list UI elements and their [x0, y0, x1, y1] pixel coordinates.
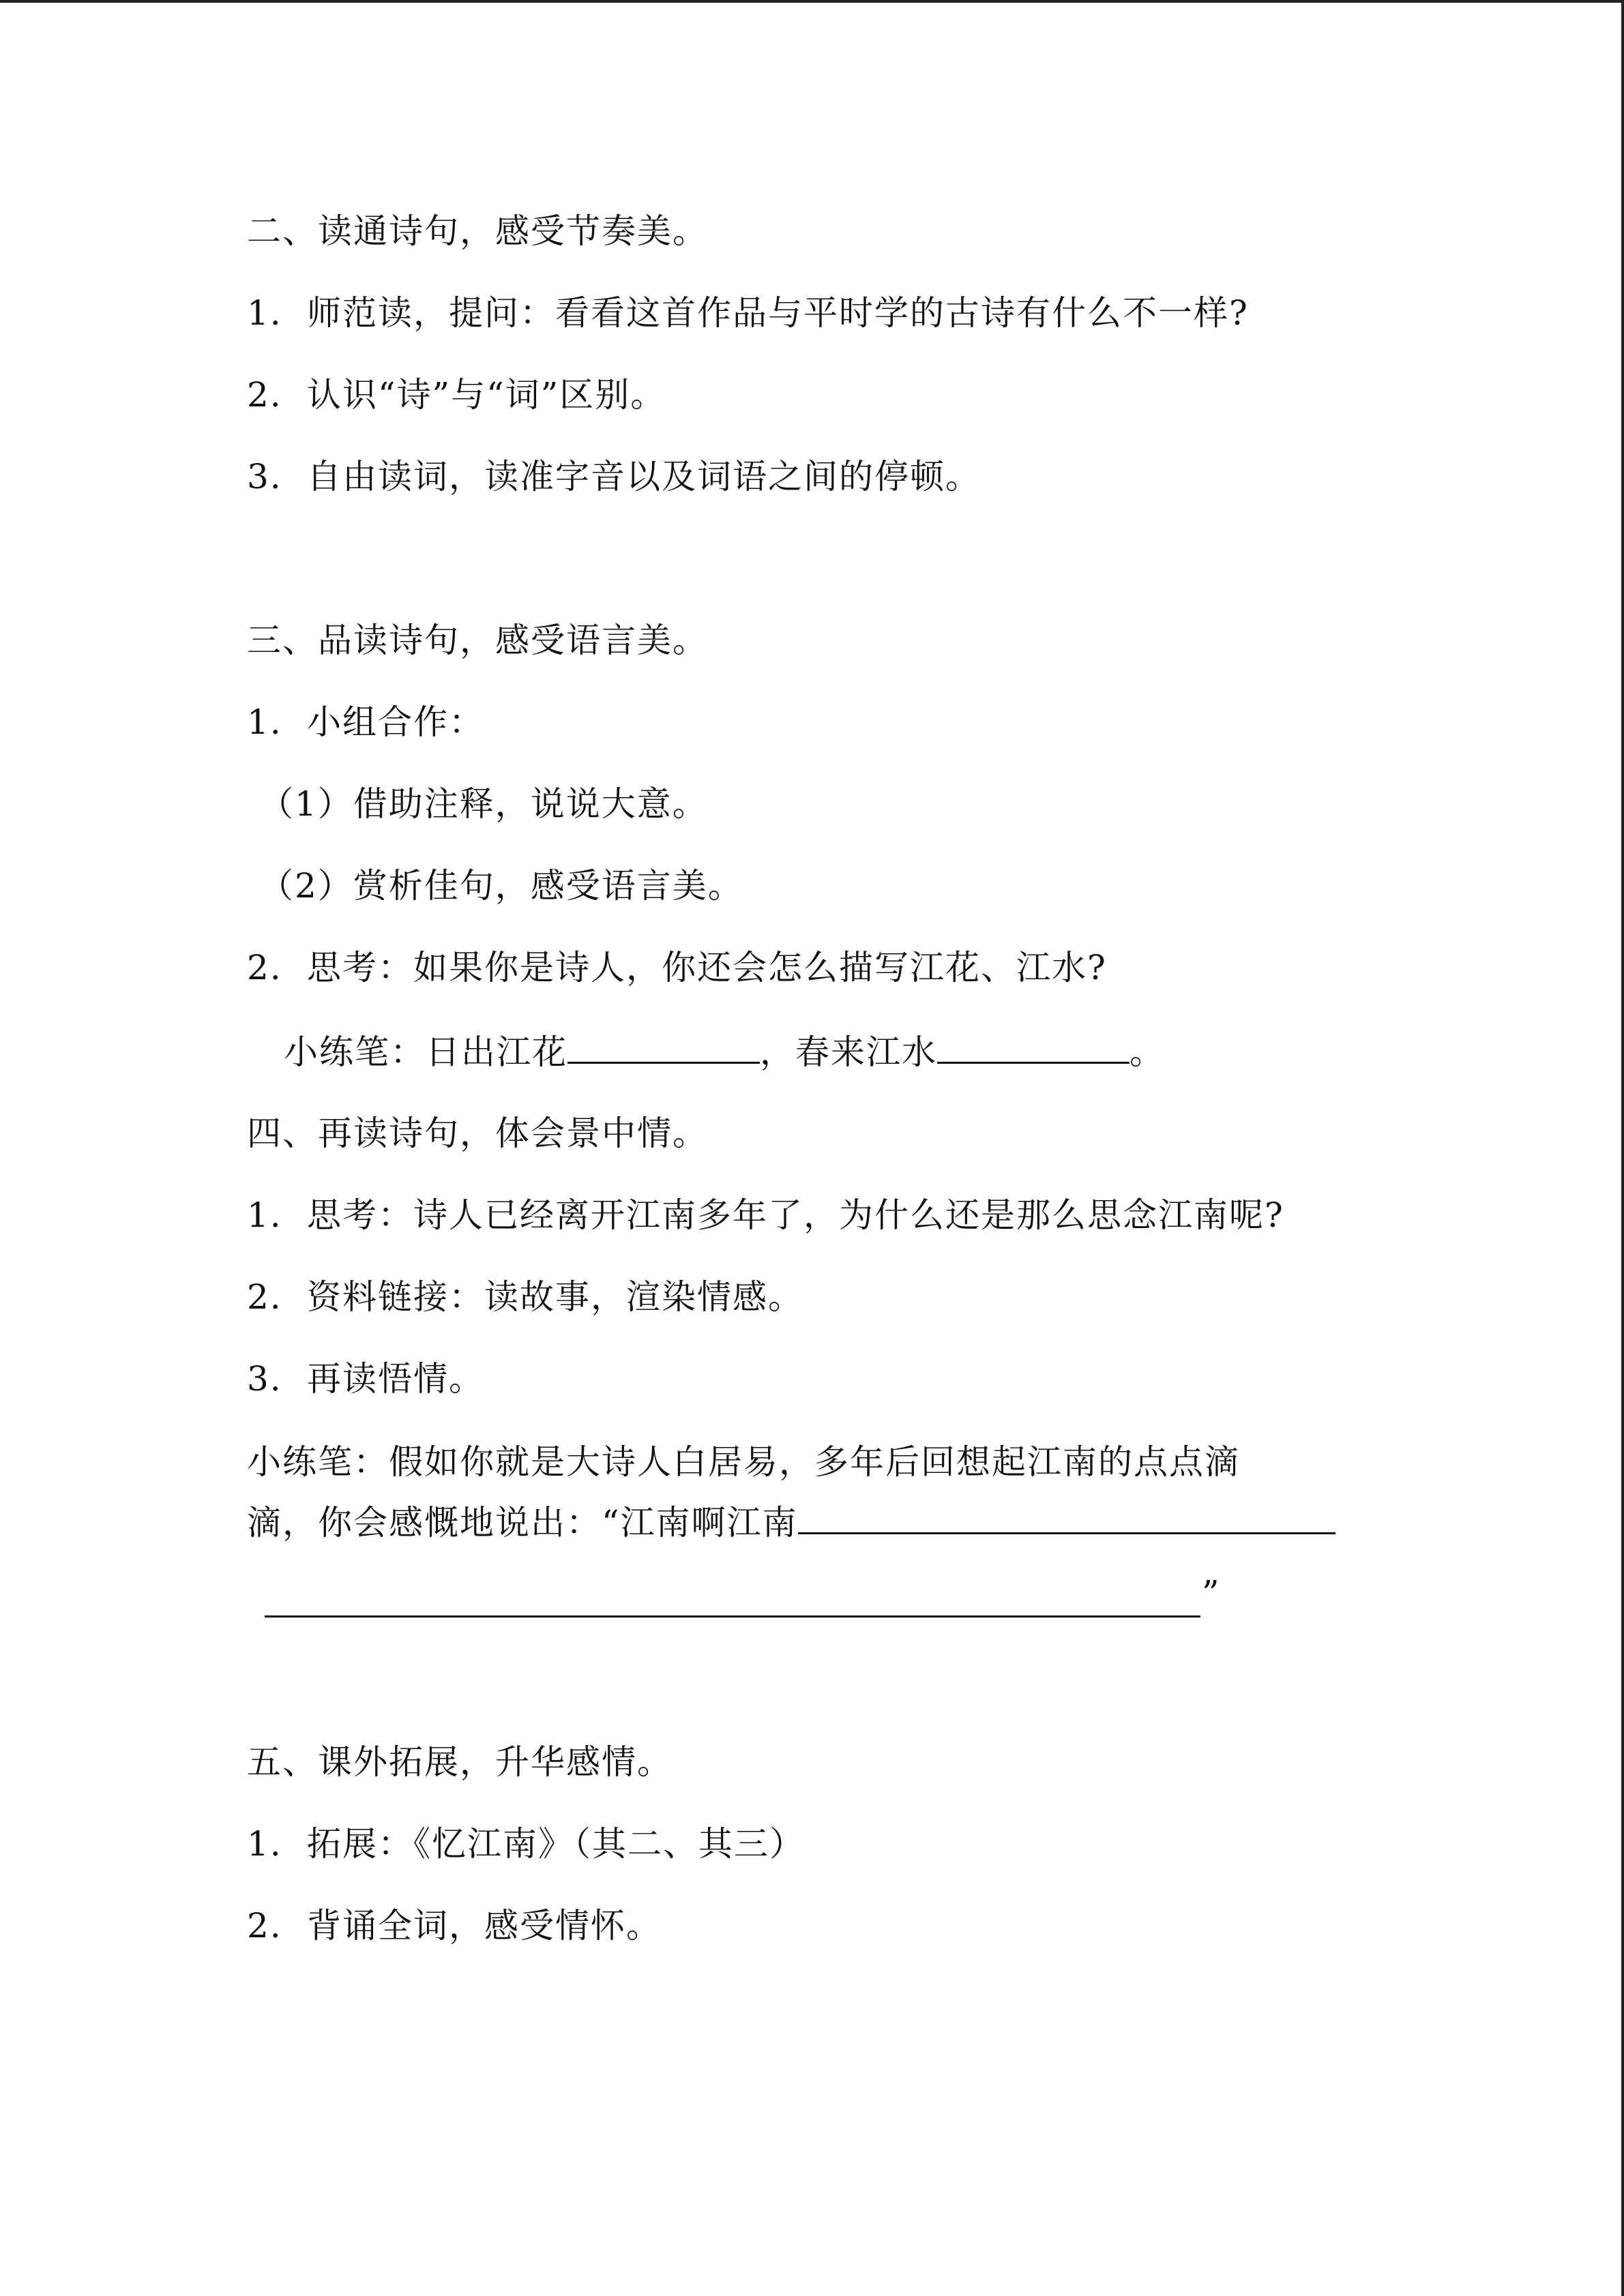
item-number: 2. [247, 375, 282, 415]
list-item [247, 1358, 484, 1399]
practice-text-3: 。 [1130, 1032, 1165, 1072]
item-number: 1. [247, 1195, 282, 1235]
closing-quote: ” [1202, 1573, 1220, 1613]
list-item [247, 374, 666, 415]
item-number: 1. [247, 293, 282, 333]
item-text: 背诵全词，感受情怀。 [307, 1906, 662, 1945]
list-item [247, 1195, 1284, 1236]
item-text: 拓展：《忆江南》（其二、其三） [307, 1824, 805, 1864]
item-number: 3. [247, 457, 282, 496]
item-number: 2. [247, 1277, 282, 1317]
item-number: 1. [247, 702, 282, 742]
section-heading-5: 五、课外拓展，升华感情。 [247, 1742, 673, 1782]
item-text: 认识“诗”与“词”区别。 [307, 375, 666, 415]
fill-blank[interactable] [567, 1029, 760, 1064]
fill-blank-line[interactable] [265, 1615, 1200, 1617]
list-item [247, 1905, 662, 1946]
item-text: 资料链接：读故事，渲染情感。 [307, 1277, 803, 1317]
item-text: 思考：如果你是诗人，你还会怎么描写江花、江水? [307, 948, 1107, 987]
practice-line-2 [247, 1500, 1335, 1543]
section-heading-4: 四、再读诗句，体会景中情。 [247, 1114, 708, 1153]
item-text: 再读悟情。 [307, 1359, 484, 1399]
sub-item: （1）借助注释，说说大意。 [259, 784, 708, 824]
practice-text-2: ，春来江水 [760, 1032, 937, 1072]
list-item [247, 702, 484, 743]
item-number: 2. [247, 948, 282, 987]
item-text: 思考：诗人已经离开江南多年了，为什么还是那么思念江南呢? [307, 1195, 1284, 1235]
practice-text-1: 小练笔：日出江花 [284, 1032, 567, 1072]
list-item [247, 293, 1249, 333]
list-item [247, 1823, 805, 1864]
sub-item: （2）赏析佳句，感受语言美。 [259, 866, 743, 906]
list-item [247, 947, 1107, 988]
section-heading-3: 三、品读诗句，感受语言美。 [247, 621, 708, 660]
fill-blank[interactable] [798, 1500, 1335, 1534]
list-item [247, 1277, 803, 1317]
item-text: 小组合作： [307, 702, 484, 742]
section-heading-2: 二、读通诗句，感受节奏美。 [247, 211, 708, 251]
practice-exercise [284, 1029, 1165, 1073]
practice-line-1: 小练笔：假如你就是大诗人白居易，多年后回想起江南的点点滴 [247, 1442, 1240, 1482]
item-text: 自由读词，读准字音以及词语之间的停顿。 [307, 457, 981, 496]
list-item [247, 456, 981, 497]
item-number: 2. [247, 1906, 282, 1945]
practice-text: 滴，你会感慨地说出：“江南啊江南 [247, 1503, 798, 1542]
item-number: 3. [247, 1359, 282, 1399]
fill-blank[interactable] [937, 1029, 1130, 1064]
item-text: 师范读，提问：看看这首作品与平时学的古诗有什么不一样? [307, 293, 1249, 333]
item-number: 1. [247, 1824, 282, 1864]
